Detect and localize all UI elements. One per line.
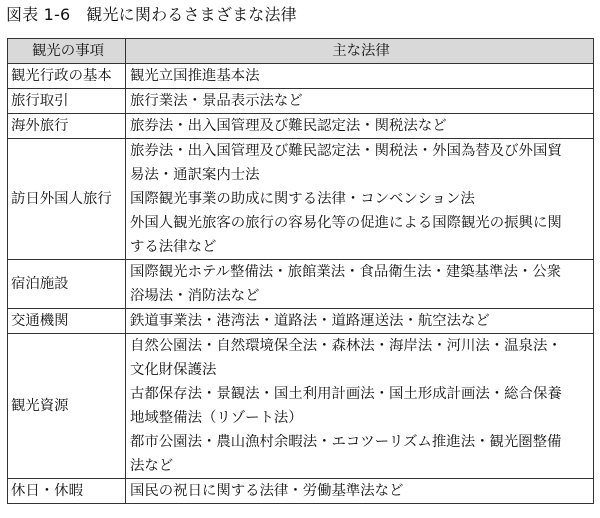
category-cell: 訪日外国人旅行 [8, 139, 126, 260]
table-row [8, 64, 594, 89]
laws-cell [126, 479, 594, 504]
laws-cell [126, 64, 594, 89]
law-line: 易法・通訳案内士法 [130, 167, 260, 183]
law-line: 法など [130, 458, 174, 474]
category-cell: 観光行政の基本 [8, 64, 126, 89]
category-cell: 海外旅行 [8, 114, 126, 139]
law-line: する法律など [130, 239, 217, 255]
laws-cell [126, 260, 594, 309]
laws-cell [126, 139, 594, 260]
law-line: 外国人観光旅客の旅行の容易化等の促進による国際観光の振興に関 [130, 215, 562, 231]
laws-cell [126, 89, 594, 114]
law-line: 古都保存法・景観法・国土利用計画法・国土形成計画法・総合保養 [130, 386, 562, 402]
law-line: 文化財保護法 [130, 362, 217, 378]
category-cell: 交通機関 [8, 309, 126, 334]
table-row [8, 309, 594, 334]
figure-label: 図表 1-6 [6, 5, 71, 24]
table-row [8, 479, 594, 504]
laws-table [7, 38, 594, 504]
column-header-laws: 主な法律 [126, 39, 594, 64]
law-line: 地域整備法（リゾート法） [130, 410, 303, 426]
table-row [8, 334, 594, 479]
law-line: 観光立国推進基本法 [130, 68, 260, 84]
category-cell: 宿泊施設 [8, 260, 126, 309]
table-header-row [8, 39, 594, 64]
law-line: 旅行業法・景品表示法など [130, 93, 303, 109]
law-line: 都市公園法・農山漁村余暇法・エコツーリズム推進法・観光圏整備 [130, 434, 562, 450]
table-row [8, 139, 594, 260]
category-cell: 休日・休暇 [8, 479, 126, 504]
laws-cell [126, 114, 594, 139]
category-cell: 旅行取引 [8, 89, 126, 114]
law-line: 旅券法・出入国管理及び難民認定法・関税法など [130, 118, 447, 134]
law-line: 国際観光ホテル整備法・旅館業法・食品衛生法・建築基準法・公衆 [130, 264, 562, 280]
figure-caption: 観光に関わるさまざまな法律 [86, 5, 297, 24]
law-line: 浴場法・消防法など [130, 288, 260, 304]
category-cell: 観光資源 [8, 334, 126, 479]
laws-cell [126, 334, 594, 479]
figure-title [6, 4, 297, 26]
table-row [8, 89, 594, 114]
table-row [8, 260, 594, 309]
law-line: 自然公園法・自然環境保全法・森林法・海岸法・河川法・温泉法・ [130, 338, 562, 354]
law-line: 鉄道事業法・港湾法・道路法・道路運送法・航空法など [130, 313, 490, 329]
table-row [8, 114, 594, 139]
laws-cell [126, 309, 594, 334]
law-line: 国民の祝日に関する法律・労働基準法など [130, 483, 404, 499]
law-line: 旅券法・出入国管理及び難民認定法・関税法・外国為替及び外国貿 [130, 143, 562, 159]
law-line: 国際観光事業の助成に関する法律・コンベンション法 [130, 191, 475, 207]
column-header-category: 観光の事項 [8, 39, 126, 64]
